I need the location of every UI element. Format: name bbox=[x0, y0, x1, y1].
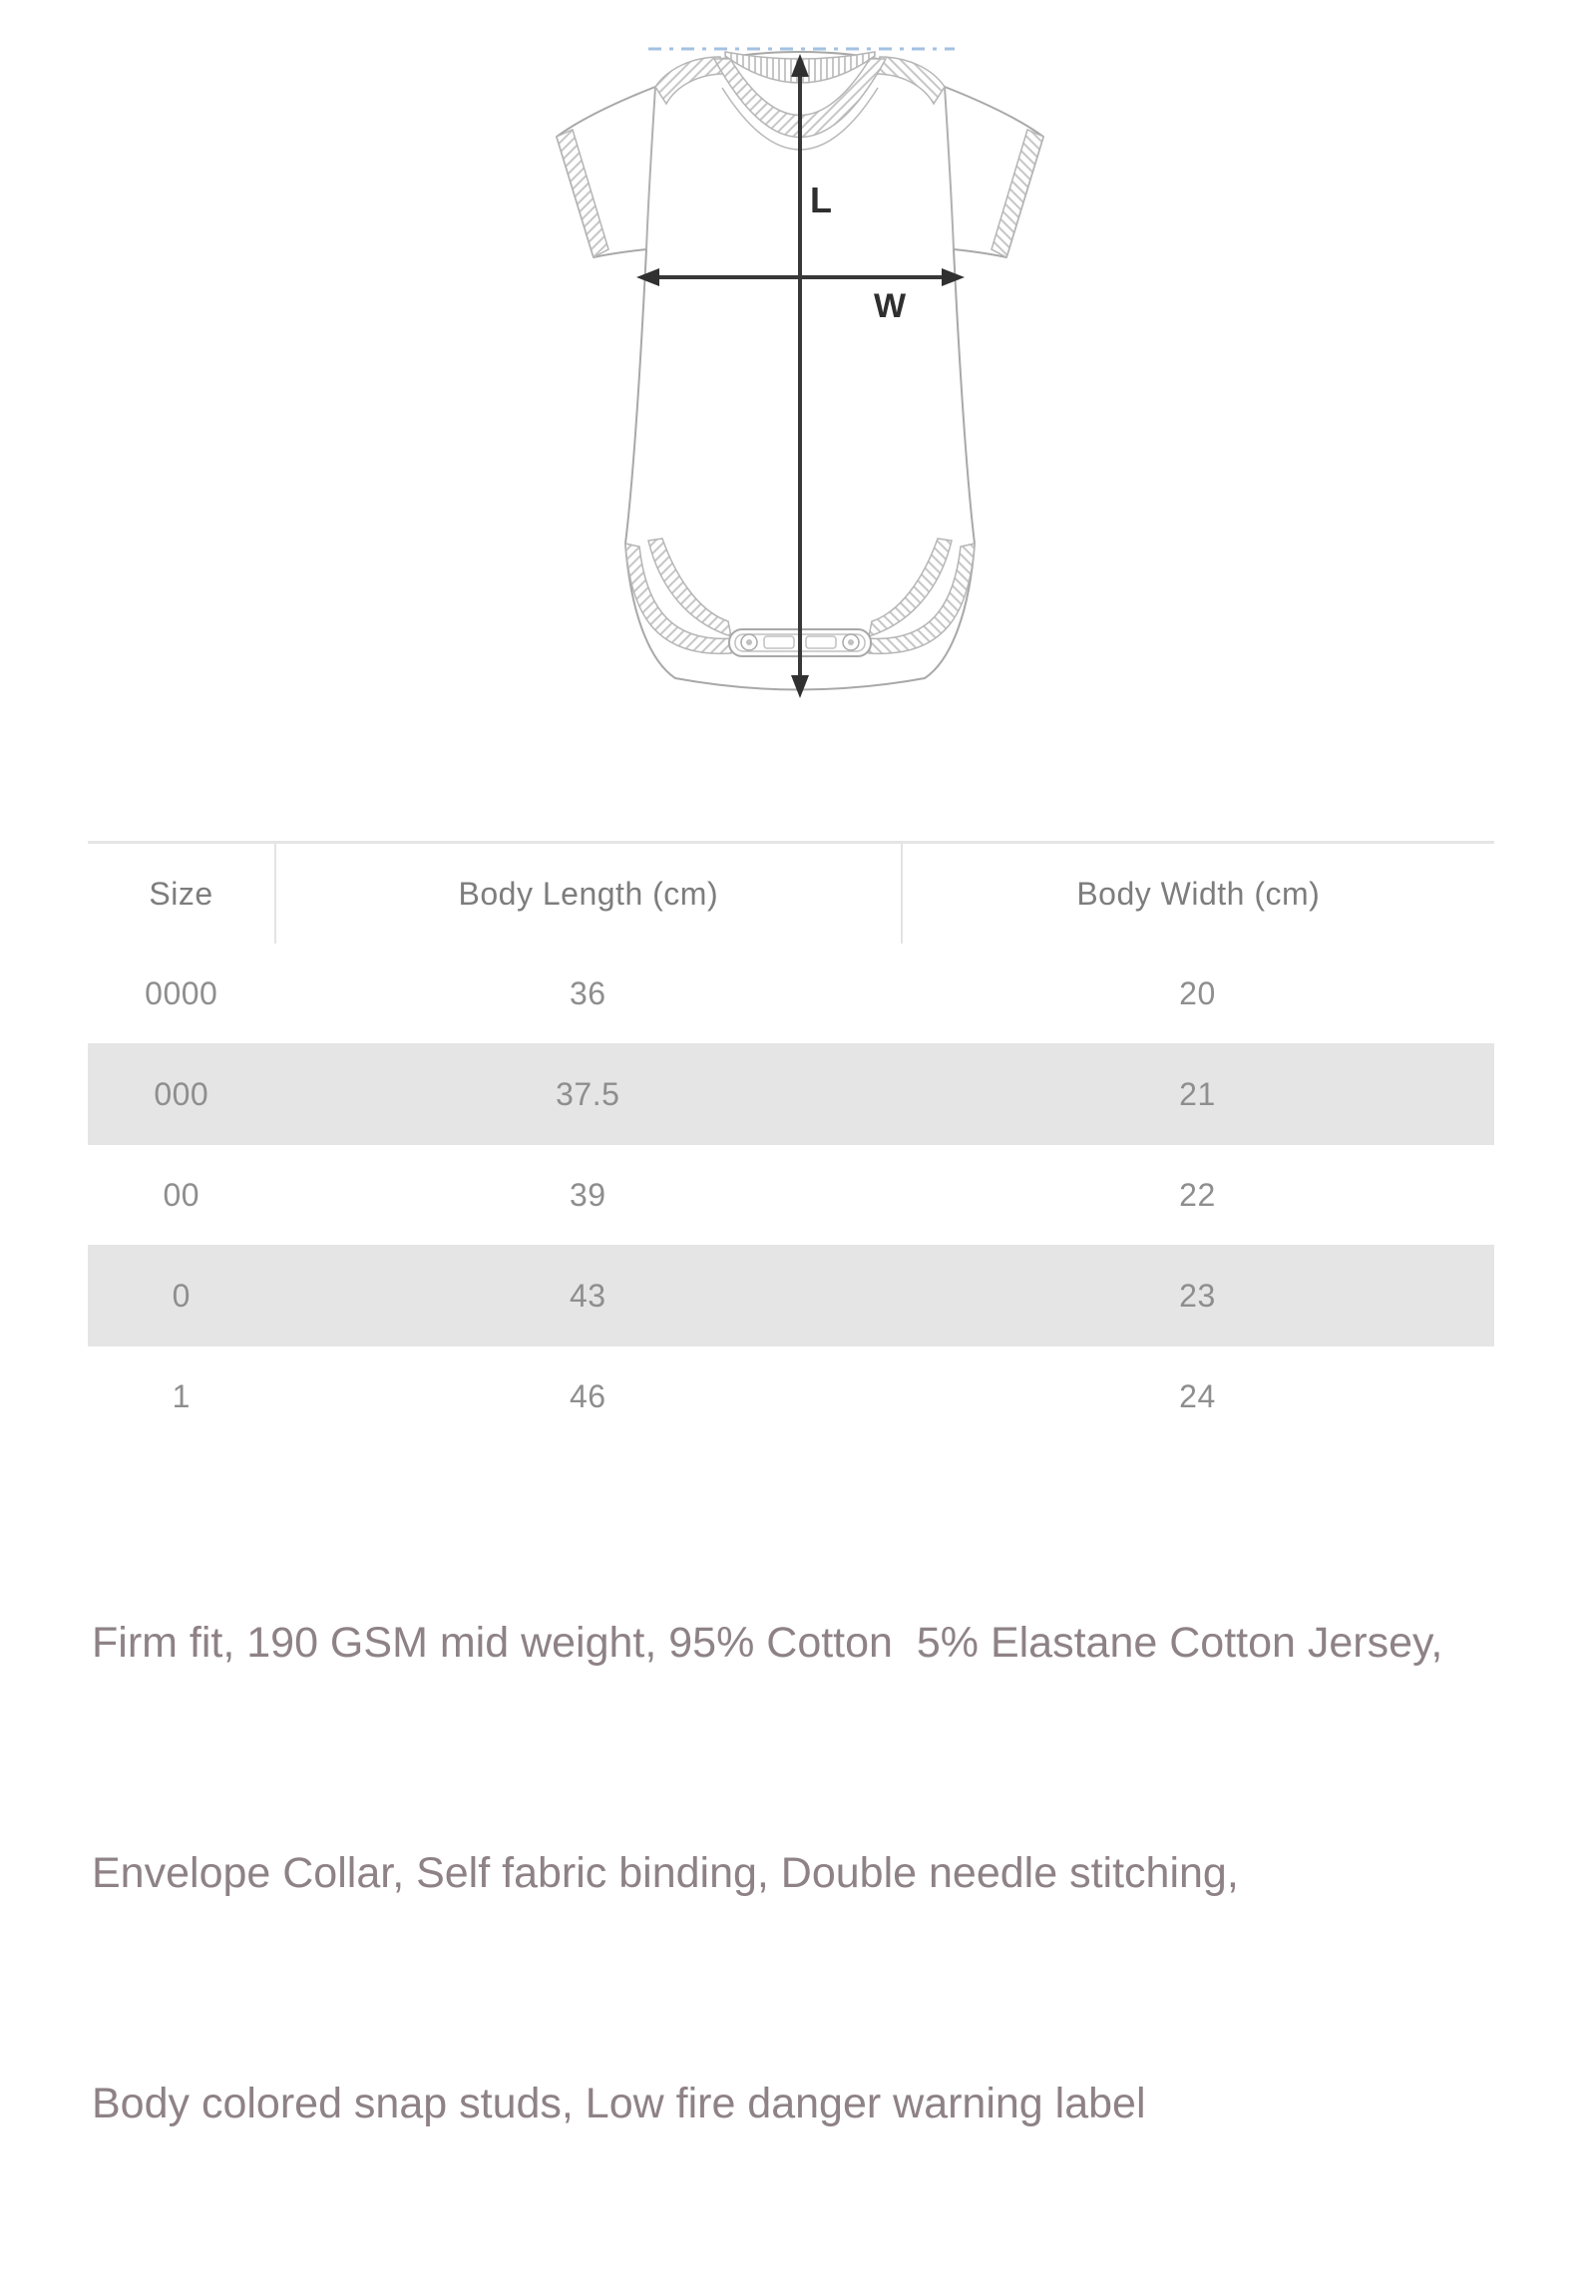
table-row bbox=[88, 1043, 1494, 1145]
bodysuit-size-diagram bbox=[534, 28, 1072, 716]
table-row bbox=[88, 1346, 1494, 1446]
column-header-size: Size bbox=[149, 875, 213, 912]
table-row bbox=[88, 1145, 1494, 1245]
size-chart-table bbox=[88, 841, 1494, 1446]
body-width-value: 23 bbox=[1179, 1277, 1216, 1314]
body-width-value: 24 bbox=[1179, 1377, 1216, 1414]
body-width-value: 20 bbox=[1179, 974, 1216, 1011]
description-line: Body colored snap studs, Low fire danger warning label bbox=[92, 2080, 1146, 2127]
size-value: 00 bbox=[163, 1176, 200, 1213]
table-row bbox=[88, 944, 1494, 1043]
width-label: W bbox=[874, 287, 907, 325]
body-width-value: 21 bbox=[1179, 1075, 1216, 1112]
size-value: 0000 bbox=[145, 974, 218, 1011]
size-value: 0 bbox=[172, 1277, 191, 1314]
size-value: 000 bbox=[154, 1075, 209, 1112]
body-length-value: 36 bbox=[569, 974, 606, 1011]
size-value: 1 bbox=[172, 1377, 191, 1414]
description-line: Envelope Collar, Self fabric binding, Double needle stitching, bbox=[92, 1849, 1239, 1897]
table-row bbox=[88, 1245, 1494, 1346]
body-length-value: 46 bbox=[569, 1377, 606, 1414]
body-length-value: 43 bbox=[569, 1277, 606, 1314]
length-label: L bbox=[810, 180, 832, 220]
column-header-body-length: Body Length (cm) bbox=[274, 844, 901, 944]
column-header-body-width: Body Width (cm) bbox=[901, 844, 1494, 944]
body-width-value: 22 bbox=[1179, 1176, 1216, 1213]
table-header-row bbox=[88, 844, 1494, 944]
body-length-value: 39 bbox=[569, 1176, 606, 1213]
product-description bbox=[92, 1451, 1558, 2296]
body-length-value: 37.5 bbox=[556, 1075, 620, 1112]
description-line: Firm fit, 190 GSM mid weight, 95% Cotton 5% Elastane Cotton Jersey, bbox=[92, 1619, 1443, 1667]
